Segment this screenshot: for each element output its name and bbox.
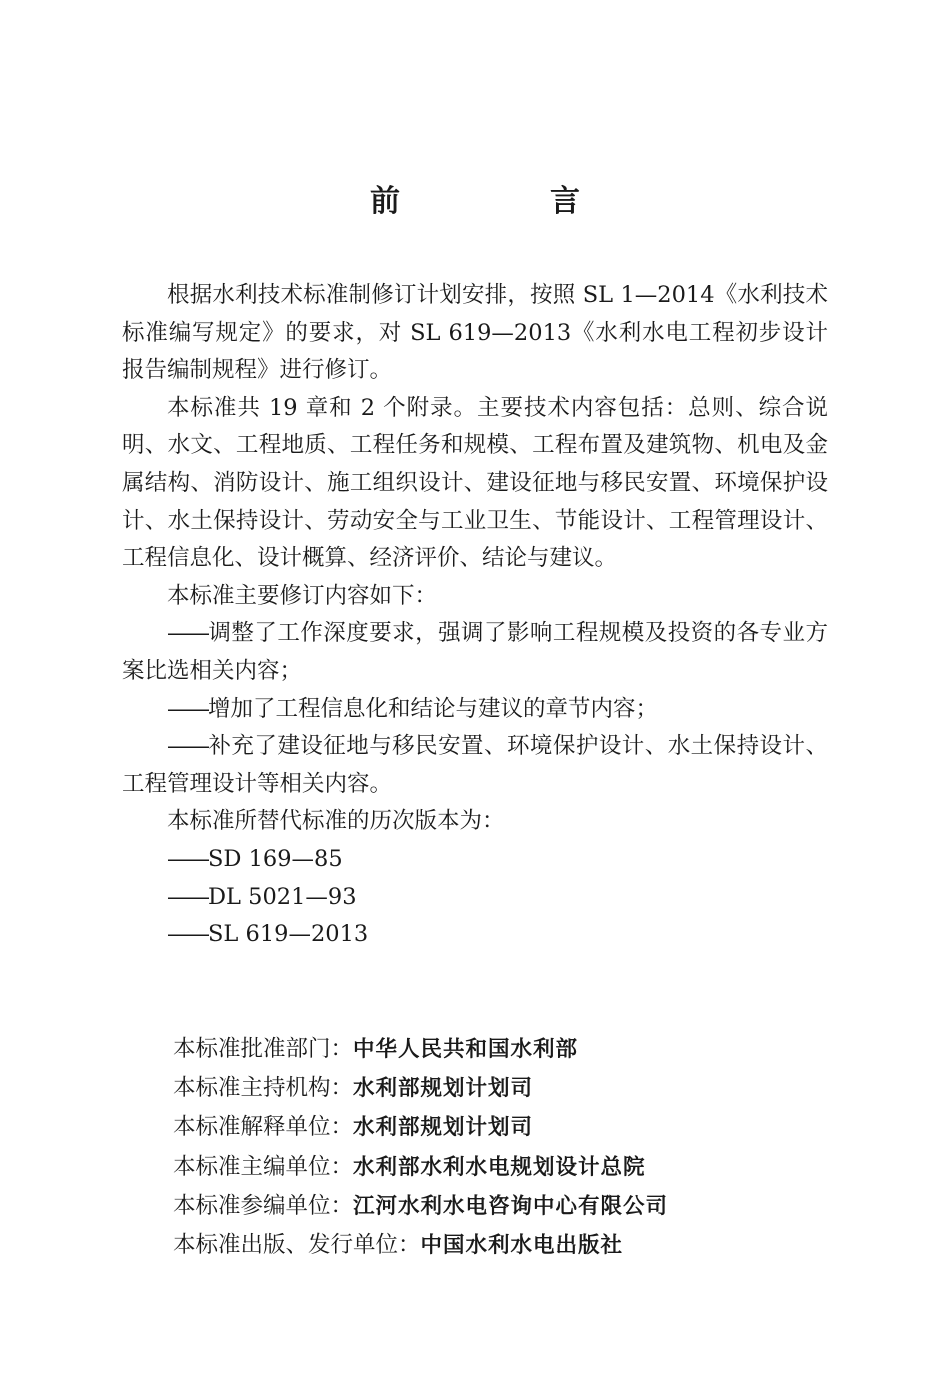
credit-label: 本标准解释单位：: [173, 1114, 354, 1141]
credit-interpreter: [173, 1108, 853, 1147]
replaced-version-item: [122, 841, 828, 879]
paragraph-contents: 本标准共 19 章和 2 个附录。主要技术内容包括：总则、综合说明、水文、工程地质、工程任务和规模、工程布置及建筑物、机电及金属结构、消防设计、施工组织设计、建设征地与移民安置、环境保护设计、水土保持设计、劳动安全与工业卫生、节能设计、工程管理设计、工程信息化、设计概算、经济评价、结论与建议。: [122, 394, 828, 572]
revision-text: 调整了工作深度要求，强调了影响工程规模及投资的各专业方案比选相关内容；: [122, 620, 828, 684]
paragraph-revisions-intro: 本标准主要修订内容如下：: [167, 582, 438, 609]
revision-item: [122, 691, 828, 729]
revision-text: 补充了建设征地与移民安置、环境保护设计、水土保持设计、工程管理设计等相关内容。: [122, 733, 828, 797]
credit-label: 本标准批准部门：: [173, 1036, 354, 1062]
dash: ——: [167, 620, 208, 647]
replaced-version-text: DL 5021—93: [208, 883, 357, 910]
credit-participating-editor: [173, 1187, 853, 1226]
dash: ——: [167, 883, 208, 910]
credit-label: 本标准参编单位：: [173, 1192, 354, 1219]
credit-label: 本标准主持机构：: [173, 1075, 354, 1102]
dash: ——: [167, 695, 208, 722]
dash: ——: [167, 733, 208, 760]
dash: ——: [167, 845, 208, 872]
revision-item: [122, 728, 828, 803]
credit-label: 本标准出版、发行单位：: [173, 1232, 421, 1259]
credit-approval: [173, 1030, 853, 1069]
credits-block: [173, 1030, 853, 1265]
replaced-version-item: [122, 879, 828, 917]
credit-value: 水利部规划计划司: [353, 1115, 534, 1141]
replaced-version-item: [122, 916, 828, 954]
page-title: 前 言: [370, 184, 640, 219]
credit-value: 中华人民共和国水利部: [353, 1037, 579, 1062]
revision-text: 增加了工程信息化和结论与建议的章节内容；: [208, 695, 659, 722]
replaced-version-text: SD 169—85: [208, 845, 343, 872]
credit-value: 水利部水利水电规划设计总院: [353, 1154, 646, 1180]
credit-sponsor: [173, 1069, 853, 1108]
credit-value: 江河水利水电咨询中心有限公司: [353, 1193, 669, 1219]
revision-item: [122, 615, 828, 690]
credit-value: 中国水利水电出版社: [420, 1233, 624, 1259]
credit-value: 水利部规划计划司: [353, 1076, 534, 1102]
replaced-version-text: SL 619—2013: [208, 921, 369, 948]
credit-publisher: [173, 1226, 853, 1265]
credit-chief-editor: [173, 1148, 853, 1187]
body-text: [122, 277, 828, 954]
credit-label: 本标准主编单位：: [173, 1153, 354, 1180]
paragraph-basis: 根据水利技术标准制修订计划安排，按照 SL 1—2014《水利技术标准编写规定》的要求，对 SL 619—2013《水利水电工程初步设计报告编制规程》进行修订。: [122, 282, 828, 384]
paragraph-replaced-intro: 本标准所替代标准的历次版本为：: [167, 808, 505, 835]
dash: ——: [167, 921, 208, 948]
